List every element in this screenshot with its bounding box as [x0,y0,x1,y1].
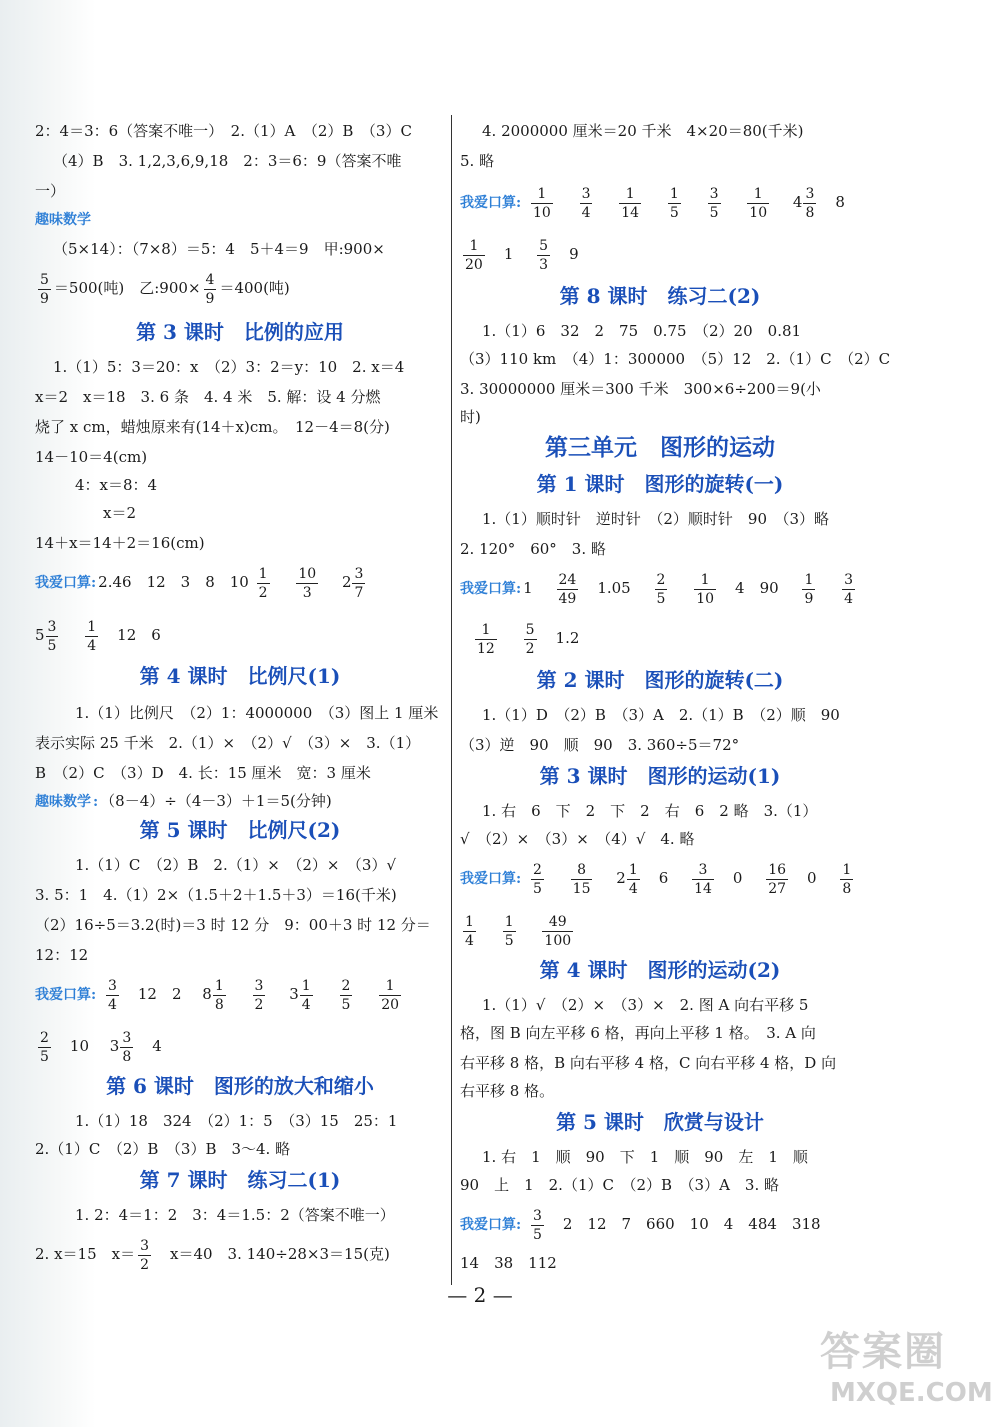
mental-calc-line [460,910,576,950]
fraction: $\frac{1}{8}$ [214,977,224,1013]
answer-line: 2. x＝15 x＝ $\frac{3}{2}$ x＝40 3. 140÷28×3＝15(克) [35,1237,390,1273]
answer-line: 2：4＝3：6（答案不唯一） 2.（1）A （2）B （3）C [35,122,412,140]
answer-line: 3. 30000000 厘米＝300 千米 300×6÷200＝9(小 [460,380,821,398]
fraction: $\frac{1}{4}$ [87,618,97,654]
fraction: $\frac{3}{5}$ [47,618,57,654]
fraction: $\frac{49}{100}$ [544,913,572,949]
fraction: $\frac{2}{5}$ [341,977,351,1013]
fun-math-line: 趣味数学 : （8－4）÷（4－3）＋1＝5(分钟) [35,792,332,810]
answer-line: x＝2 [103,504,137,522]
fraction: $\frac{1}{20}$ [381,977,400,1013]
fraction: $\frac{2}{5}$ [40,1029,49,1065]
fraction: $\frac{16}{27}$ [768,861,787,897]
mental-calc-line: $\frac{1}{20}$ 1 $\frac{5}{3}$ 9 [465,237,579,273]
fraction: $\frac{24}{49}$ [558,571,577,607]
answer-line: 表示实际 25 千米 2.（1）× （2）√ （3）× 3.（1） [35,734,421,752]
answer-line: 1.（1）C （2）B 2.（1）× （2）× （3）√ [75,856,397,874]
fraction: $\frac{1}{8}$ [842,861,852,897]
answer-line: 3. 5：1 4.（1）2×（1.5＋2＋1.5＋3）＝16(千米) [35,886,397,904]
answer-line: （3）逆 90 顺 90 3. 360÷5＝72° [460,736,740,754]
mental-calc-line: 我爱口算: $\frac{3}{5}$ 2 12 7 660 10 4 484 318 [460,1207,821,1243]
fraction: $\frac{3}{7}$ [354,565,364,601]
answer-line: B （2）C （3）D 4. 长：15 厘米 宽：3 厘米 [35,764,371,782]
fraction: $\frac{2}{5}$ [656,571,666,607]
fraction: $\frac{3}{14}$ [694,861,712,897]
column-divider [451,115,452,1285]
answer-line: 一） [35,182,66,200]
section-heading: 第 7 课时 练习二(1) [139,1168,341,1192]
answer-line: x＝2 x＝18 3. 6 条 4. 4 米 5. 解：设 4 分燃 [35,388,381,406]
answer-line: 5. 略 [460,152,495,170]
section-heading: 第 4 课时 图形的运动(2) [539,958,781,982]
fraction: $\frac{1}{4}$ [301,977,311,1013]
fun-math-label: 趣味数学 [35,212,91,228]
fraction: $\frac{3}{4}$ [844,571,854,607]
section-heading: 第 3 课时 图形的运动(1) [539,764,781,788]
section-heading: 第 1 课时 图形的旋转(一) [536,472,784,496]
answer-line: 右平移 8 格，B 向右平移 4 格，C 向右平移 4 格，D 向 [460,1054,837,1072]
mental-calc-line: 我爱口算: 1 $\frac{24}{49}$ 1.05 $\frac{2}{5}$ $\frac{1}{10}$ 4 90 $\frac{1}{9}$ $\frac{3}{4}$ [460,571,854,607]
answer-line: 90 上 1 2.（1）C （2）B （3）A 3. 略 [460,1176,779,1194]
mental-calc-line: 我爱口算: 2.46 12 3 8 10 $\frac{1}{2}$ $\frac{10}{3}$ 2 $\frac{3}{7}$ [35,565,364,601]
answer-line: 1. 右 1 顺 90 下 1 顺 90 左 1 顺 [482,1148,808,1166]
answer-line: 2. 120° 60° 3. 略 [460,540,606,558]
fraction: $\frac{1}{2}$ [258,565,268,601]
answer-line: 1.（1）18 324 （2）1：5 （3）15 25：1 [75,1112,398,1130]
mental-calc-line: 14 38 112 [460,1254,557,1272]
answer-line: 1.（1）5：3＝20：x （2）3：2＝y：10 2. x＝4 [53,358,405,376]
answer-line: 4. 2000000 厘米＝20 千米 4×20＝80(千米) [482,122,804,140]
mental-calc-line: 5 $\frac{3}{5}$ $\frac{1}{4}$ 12 6 [35,618,161,654]
section-heading: 第 6 课时 图形的放大和缩小 [106,1074,374,1098]
answer-line: （3）110 km （4）1：300000 （5）12 2.（1）C （2）C [460,350,891,368]
fraction: $\frac{3}{5}$ [532,1207,542,1243]
answer-line: 4：x＝8：4 [75,476,158,494]
answer-line: 1.（1）√ （2）× （3）× 2. 图 A 向右平移 5 [482,996,809,1014]
fraction: $\frac{8}{15}$ [572,861,591,897]
fraction: $\frac{3}{8}$ [122,1029,132,1065]
section-heading: 第 4 课时 比例尺(1) [139,664,341,688]
fraction: $\frac{3}{4}$ [581,185,591,221]
answer-line: 2.（1）C （2）B （3）B 3～4. 略 [35,1140,291,1158]
answer-line: 14＋x＝14＋2＝16(cm) [35,534,205,552]
section-heading: 第 3 课时 比例的应用 [136,320,344,344]
page-number: — 2 — [447,1283,513,1307]
answer-line: 右平移 8 格。 [460,1082,555,1100]
fraction: $\frac{5}{9}$ [40,271,49,307]
mental-calc-line: $\frac{2}{5}$ 10 3 $\frac{3}{8}$ 4 [40,1029,162,1065]
mental-calc-line: 我爱口算: $\frac{3}{4}$ 12 2 8 $\frac{1}{8}$ $\frac{3}{2}$ 3 $\frac{1}{4}$ $\frac{2}{5}$ $\frac{1}{20}$ [35,977,400,1013]
fraction: $\frac{10}{3}$ [298,565,317,601]
fraction: $\frac{1}{4}$ [465,913,474,949]
fraction: $\frac{3}{4}$ [107,977,117,1013]
watermark-logo: 答案圈 MXQE.COM [820,1329,993,1408]
fraction: $\frac{3}{2}$ [140,1237,150,1273]
fraction: $\frac{1}{5}$ [669,185,679,221]
fraction: $\frac{3}{5}$ [709,185,719,221]
fraction: $\frac{5}{3}$ [539,237,549,273]
mental-calc-line: 我爱口算: $\frac{2}{5}$ $\frac{8}{15}$ 2 $\frac{1}{4}$ 6 $\frac{3}{14}$ 0 $\frac{16}{27}$ 0 $\frac{1}{8}$ [460,861,852,897]
fraction: $\frac{1}{5}$ [504,913,514,949]
fraction: $\frac{1}{9}$ [804,571,814,607]
answer-line: 烧了 x cm，蜡烛原来有(14＋x)cm。 12－4＝8(分) [35,418,390,436]
answer-line: 1. 右 6 下 2 下 2 右 6 2 略 3.（1） [482,802,818,820]
mental-calc-line: 我爱口算: $\frac{1}{10}$ $\frac{3}{4}$ $\frac{1}{14}$ $\frac{1}{5}$ $\frac{3}{5}$ $\frac{1}{10}$ 4 $\frac{3}{8}$ 8 [460,185,845,221]
fraction: $\frac{1}{14}$ [621,185,640,221]
answer-line: 1.（1）顺时针 逆时针 （2）顺时针 90 （3）略 [482,510,830,528]
mental-calc-line: $\frac{1}{12}$ $\frac{5}{2}$ 1.2 [477,621,580,657]
fraction: $\frac{5}{2}$ [525,621,535,657]
fraction: $\frac{3}{2}$ [254,977,264,1013]
answer-line: 1.（1）6 32 2 75 0.75 （2）20 0.81 [482,322,802,340]
answer-line: 14－10＝4(cm) [35,448,148,466]
answer-line: （4）B 3. 1,2,3,6,9,18 2：3＝6：9（答案不唯 [53,152,402,170]
section-heading: 第 8 课时 练习二(2) [559,284,761,308]
fraction: $\frac{1}{10}$ [749,185,768,221]
answer-line: 1.（1）D （2）B （3）A 2.（1）B （2）顺 90 [482,706,840,724]
answer-line: （5×14）：（7×8）＝5：4 5＋4＝9 甲:900× [53,240,385,258]
section-heading: 第 5 课时 欣赏与设计 [556,1110,764,1134]
answer-line: 时) [460,408,481,426]
fraction: $\frac{1}{10}$ [532,185,551,221]
answer-line: （2）16÷5＝3.2(时)＝3 时 12 分 9：00＋3 时 12 分＝ [35,916,431,934]
section-heading: 第 2 课时 图形的旋转(二) [536,668,784,692]
answer-line: 1.（1）比例尺 （2）1：4000000 （3）图上 1 厘米 [75,704,439,722]
fraction: $\frac{1}{12}$ [477,621,495,657]
answer-line: 格，图 B 向左平移 6 格，再向上平移 1 格。 3. A 向 [460,1024,816,1042]
answer-line: √ （2）× （3）× （4）√ 4. 略 [460,830,695,848]
section-heading: 第 5 课时 比例尺(2) [139,818,341,842]
unit-heading: 第三单元 图形的运动 [545,434,775,461]
answer-line: 12：12 [35,946,89,964]
fraction: $\frac{1}{10}$ [696,571,715,607]
fraction: $\frac{1}{20}$ [465,237,483,273]
fraction: $\frac{4}{9}$ [205,271,215,307]
fraction: $\frac{3}{8}$ [805,185,815,221]
fraction: $\frac{2}{5}$ [532,861,542,897]
answer-line: $\frac{5}{9}$ ＝500(吨) 乙:900× $\frac{4}{9}$ ＝400(吨) [40,271,290,307]
fraction: $\frac{1}{4}$ [628,861,638,897]
answer-line: 1. 2：4＝1：2 3：4＝1.5：2（答案不唯一） [75,1206,395,1224]
